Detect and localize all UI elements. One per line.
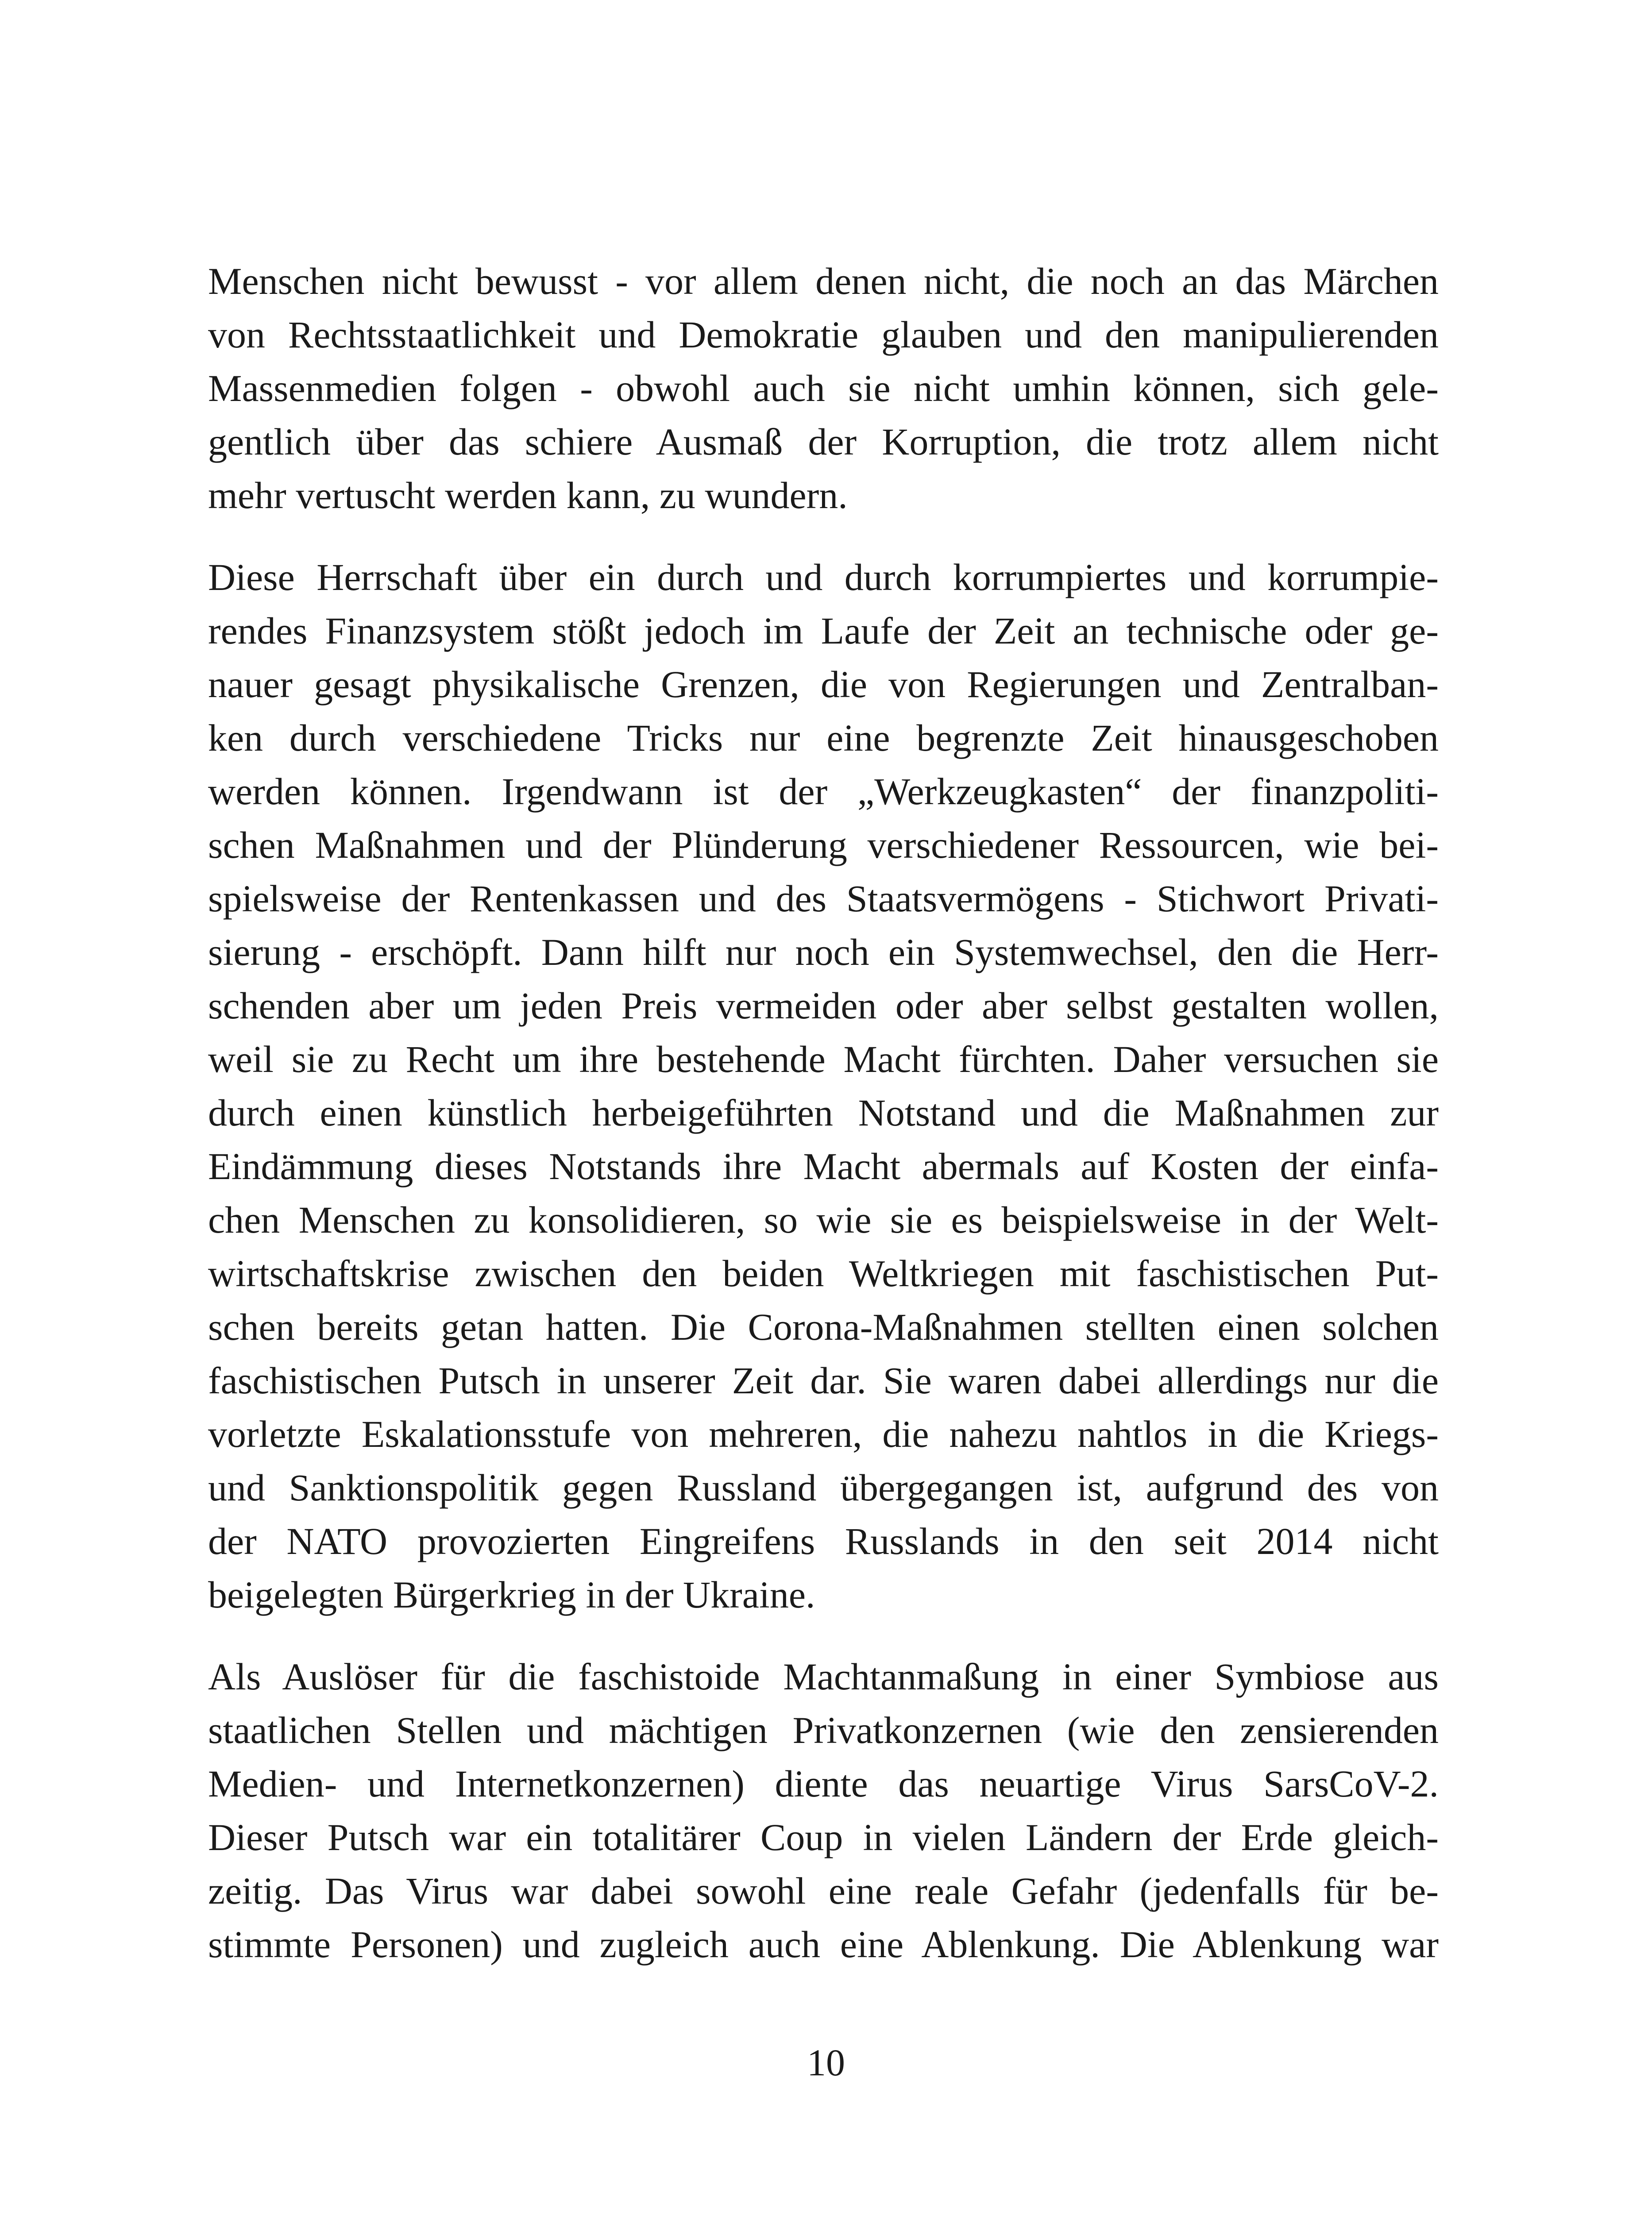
text-line: Als Auslöser für die faschistoide Machtanmaßung in einer Symbiose aus	[208, 1655, 1439, 1698]
text-line: chen Menschen zu konsolidieren, so wie sie es beispielsweise in der Welt-	[208, 1199, 1439, 1241]
text-line: Eindämmung dieses Notstands ihre Macht abermals auf Kosten der einfa-	[208, 1145, 1439, 1187]
text-line: Diese Herrschaft über ein durch und durch korrumpiertes und korrumpie-	[208, 556, 1439, 598]
text-line: von Rechtsstaatlichkeit und Demokratie glauben und den manipulierenden	[208, 313, 1439, 356]
text-line: werden können. Irgendwann ist der „Werkzeugkasten“ der finanzpoliti-	[208, 770, 1439, 813]
paragraph-1	[208, 254, 1439, 522]
text-line: nauer gesagt physikalische Grenzen, die von Regierungen und Zentralban-	[208, 663, 1439, 706]
text-line: wirtschaftskrise zwischen den beiden Weltkriegen mit faschistischen Put-	[208, 1252, 1439, 1295]
text-line: schen Maßnahmen und der Plünderung verschiedener Ressourcen, wie bei-	[208, 824, 1439, 866]
text-line: staatlichen Stellen und mächtigen Privatkonzernen (wie den zensierenden	[208, 1709, 1439, 1751]
text-line: mehr vertuscht werden kann, zu wundern.	[208, 474, 848, 517]
text-line: weil sie zu Recht um ihre bestehende Macht fürchten. Daher versuchen sie	[208, 1038, 1439, 1080]
paragraph-3	[208, 1650, 1439, 1971]
text-line: stimmte Personen) und zugleich auch eine Ablenkung. Die Ablenkung war	[208, 1923, 1439, 1966]
page-number: 10	[807, 2041, 845, 2084]
text-line: rendes Finanzsystem stößt jedoch im Laufe der Zeit an technische oder ge-	[208, 609, 1439, 652]
text-line: Dieser Putsch war ein totalitärer Coup in vielen Ländern der Erde gleich-	[208, 1816, 1439, 1858]
text-line: der NATO provozierten Eingreifens Russlands in den seit 2014 nicht	[208, 1520, 1439, 1562]
text-line: schen bereits getan hatten. Die Corona-Maßnahmen stellten einen solchen	[208, 1306, 1439, 1348]
text-line: Massenmedien folgen - obwohl auch sie nicht umhin können, sich gele-	[208, 367, 1439, 409]
paragraph-2	[208, 551, 1439, 1622]
text-line: Medien- und Internetkonzernen) diente das neuartige Virus SarsCoV-2.	[208, 1762, 1439, 1805]
text-line: gentlich über das schiere Ausmaß der Korruption, die trotz allem nicht	[208, 420, 1439, 463]
text-line: faschistischen Putsch in unserer Zeit dar. Sie waren dabei allerdings nur die	[208, 1359, 1439, 1402]
text-line: sierung - erschöpft. Dann hilft nur noch ein Systemwechsel, den die Herr-	[208, 931, 1439, 973]
body-text	[208, 254, 1439, 1971]
text-line: spielsweise der Rentenkassen und des Staatsvermögens - Stichwort Privati-	[208, 877, 1439, 920]
text-line: durch einen künstlich herbeigeführten Notstand und die Maßnahmen zur	[208, 1091, 1439, 1134]
paragraph-spacing	[208, 1622, 1439, 1650]
text-line: ken durch verschiedene Tricks nur eine begrenzte Zeit hinausgeschoben	[208, 717, 1439, 759]
text-line: und Sanktionspolitik gegen Russland übergegangen ist, aufgrund des von	[208, 1466, 1439, 1509]
text-line: zeitig. Das Virus war dabei sowohl eine reale Gefahr (jedenfalls für be-	[208, 1870, 1439, 1912]
text-line: vorletzte Eskalationsstufe von mehreren, die nahezu nahtlos in die Kriegs-	[208, 1413, 1439, 1455]
text-line: Menschen nicht bewusst - vor allem denen nicht, die noch an das Märchen	[208, 260, 1439, 302]
paragraph-spacing	[208, 522, 1439, 551]
text-line: beigelegten Bürgerkrieg in der Ukraine.	[208, 1573, 815, 1616]
text-line: schenden aber um jeden Preis vermeiden oder aber selbst gestalten wollen,	[208, 984, 1439, 1027]
